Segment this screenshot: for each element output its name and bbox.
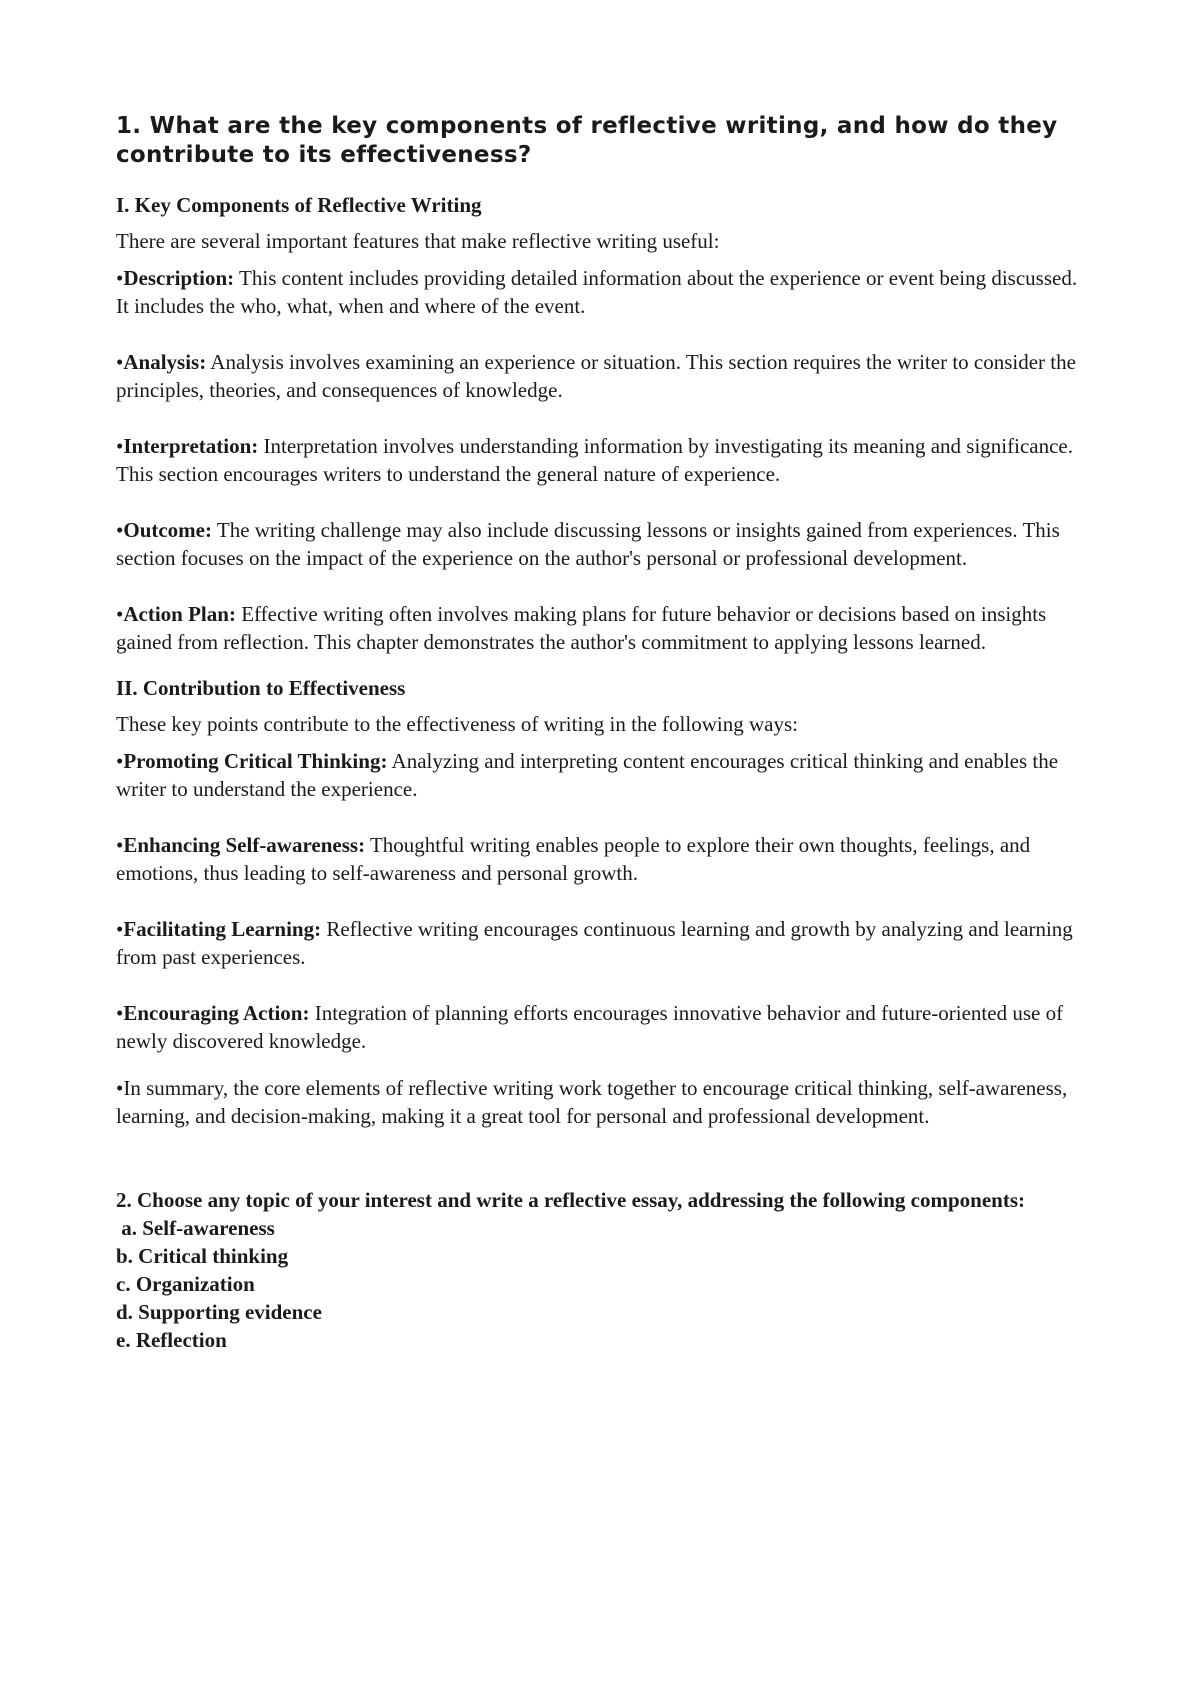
section-1-list (116, 264, 1088, 656)
section-1-intro: There are several important features that make reflective writing useful: (116, 229, 720, 253)
list-item (116, 747, 1088, 803)
question-2-prompt: 2. Choose any topic of your interest and write a reflective essay, addressing the following components: (116, 1188, 1025, 1212)
list-item (116, 999, 1088, 1055)
bullet-icon: • (116, 749, 124, 773)
item-label: Promoting Critical Thinking: (123, 749, 388, 773)
question-1-title: 1. What are the key components of reflective writing, and how do they contribute to its effectiveness? (116, 113, 1058, 168)
item-text: Effective writing often involves making plans for future behavior or decisions based on insights gained from reflection. This chapter demonstrates the author's commitment to applying lessons learned. (116, 602, 1047, 654)
list-item (116, 348, 1088, 404)
component-item: a. Self-awareness (116, 1216, 275, 1240)
component-item: c. Organization (116, 1272, 255, 1296)
list-item (116, 915, 1088, 971)
item-text: The writing challenge may also include discussing lessons or insights gained from experiences. This section focuses on the impact of the experience on the author's personal or professional development. (116, 518, 1060, 570)
bullet-icon: • (116, 602, 124, 626)
section-2-heading: II. Contribution to Effectiveness (116, 676, 406, 700)
item-text: Analyzing and interpreting content encourages critical thinking and enables the writer to understand the experience. (116, 749, 1059, 801)
item-text: Thoughtful writing enables people to explore their own thoughts, feelings, and emotions, thus leading to self-awareness and personal growth. (116, 833, 1031, 885)
bullet-icon: • (116, 1076, 124, 1100)
item-label: Analysis: (123, 350, 207, 374)
item-text: Integration of planning efforts encourages innovative behavior and future-oriented use of newly discovered knowledge. (116, 1001, 1064, 1053)
item-text: This content includes providing detailed information about the experience or event being discussed. It includes the who, what, when and where of the event. (116, 266, 1078, 318)
section-2-list (116, 747, 1088, 1055)
bullet-icon: • (116, 434, 124, 458)
item-label: Description: (123, 266, 235, 290)
item-label: Facilitating Learning: (123, 917, 322, 941)
item-label: Action Plan: (123, 602, 236, 626)
item-label: Interpretation: (123, 434, 259, 458)
section-2-intro: These key points contribute to the effectiveness of writing in the following ways: (116, 712, 798, 736)
list-item (116, 831, 1088, 887)
item-text: Analysis involves examining an experience or situation. This section requires the writer to consider the principles, theories, and consequences of knowledge. (116, 350, 1076, 402)
list-item (116, 264, 1088, 320)
summary-text: In summary, the core elements of reflective writing work together to encourage critical thinking, self-awareness, learning, and decision-making, making it a great tool for personal and professional development. (116, 1076, 1068, 1128)
bullet-icon: • (116, 266, 124, 290)
item-label: Encouraging Action: (123, 1001, 310, 1025)
item-text: Interpretation involves understanding information by investigating its meaning and significance. This section encourages writers to understand the general nature of experience. (116, 434, 1074, 486)
bullet-icon: • (116, 350, 124, 374)
question-2-components (116, 1214, 1088, 1354)
list-item (116, 600, 1088, 656)
item-label: Outcome: (123, 518, 212, 542)
section-1-heading: I. Key Components of Reflective Writing (116, 193, 482, 217)
bullet-icon: • (116, 917, 124, 941)
bullet-icon: • (116, 833, 124, 857)
component-item: d. Supporting evidence (116, 1300, 322, 1324)
item-label: Enhancing Self-awareness: (123, 833, 366, 857)
component-item: e. Reflection (116, 1328, 227, 1352)
bullet-icon: • (116, 1001, 124, 1025)
item-text: Reflective writing encourages continuous learning and growth by analyzing and learning from past experiences. (116, 917, 1073, 969)
component-item: b. Critical thinking (116, 1244, 289, 1268)
bullet-icon: • (116, 518, 124, 542)
list-item (116, 516, 1088, 572)
summary-paragraph (116, 1074, 1088, 1130)
list-item (116, 432, 1088, 488)
